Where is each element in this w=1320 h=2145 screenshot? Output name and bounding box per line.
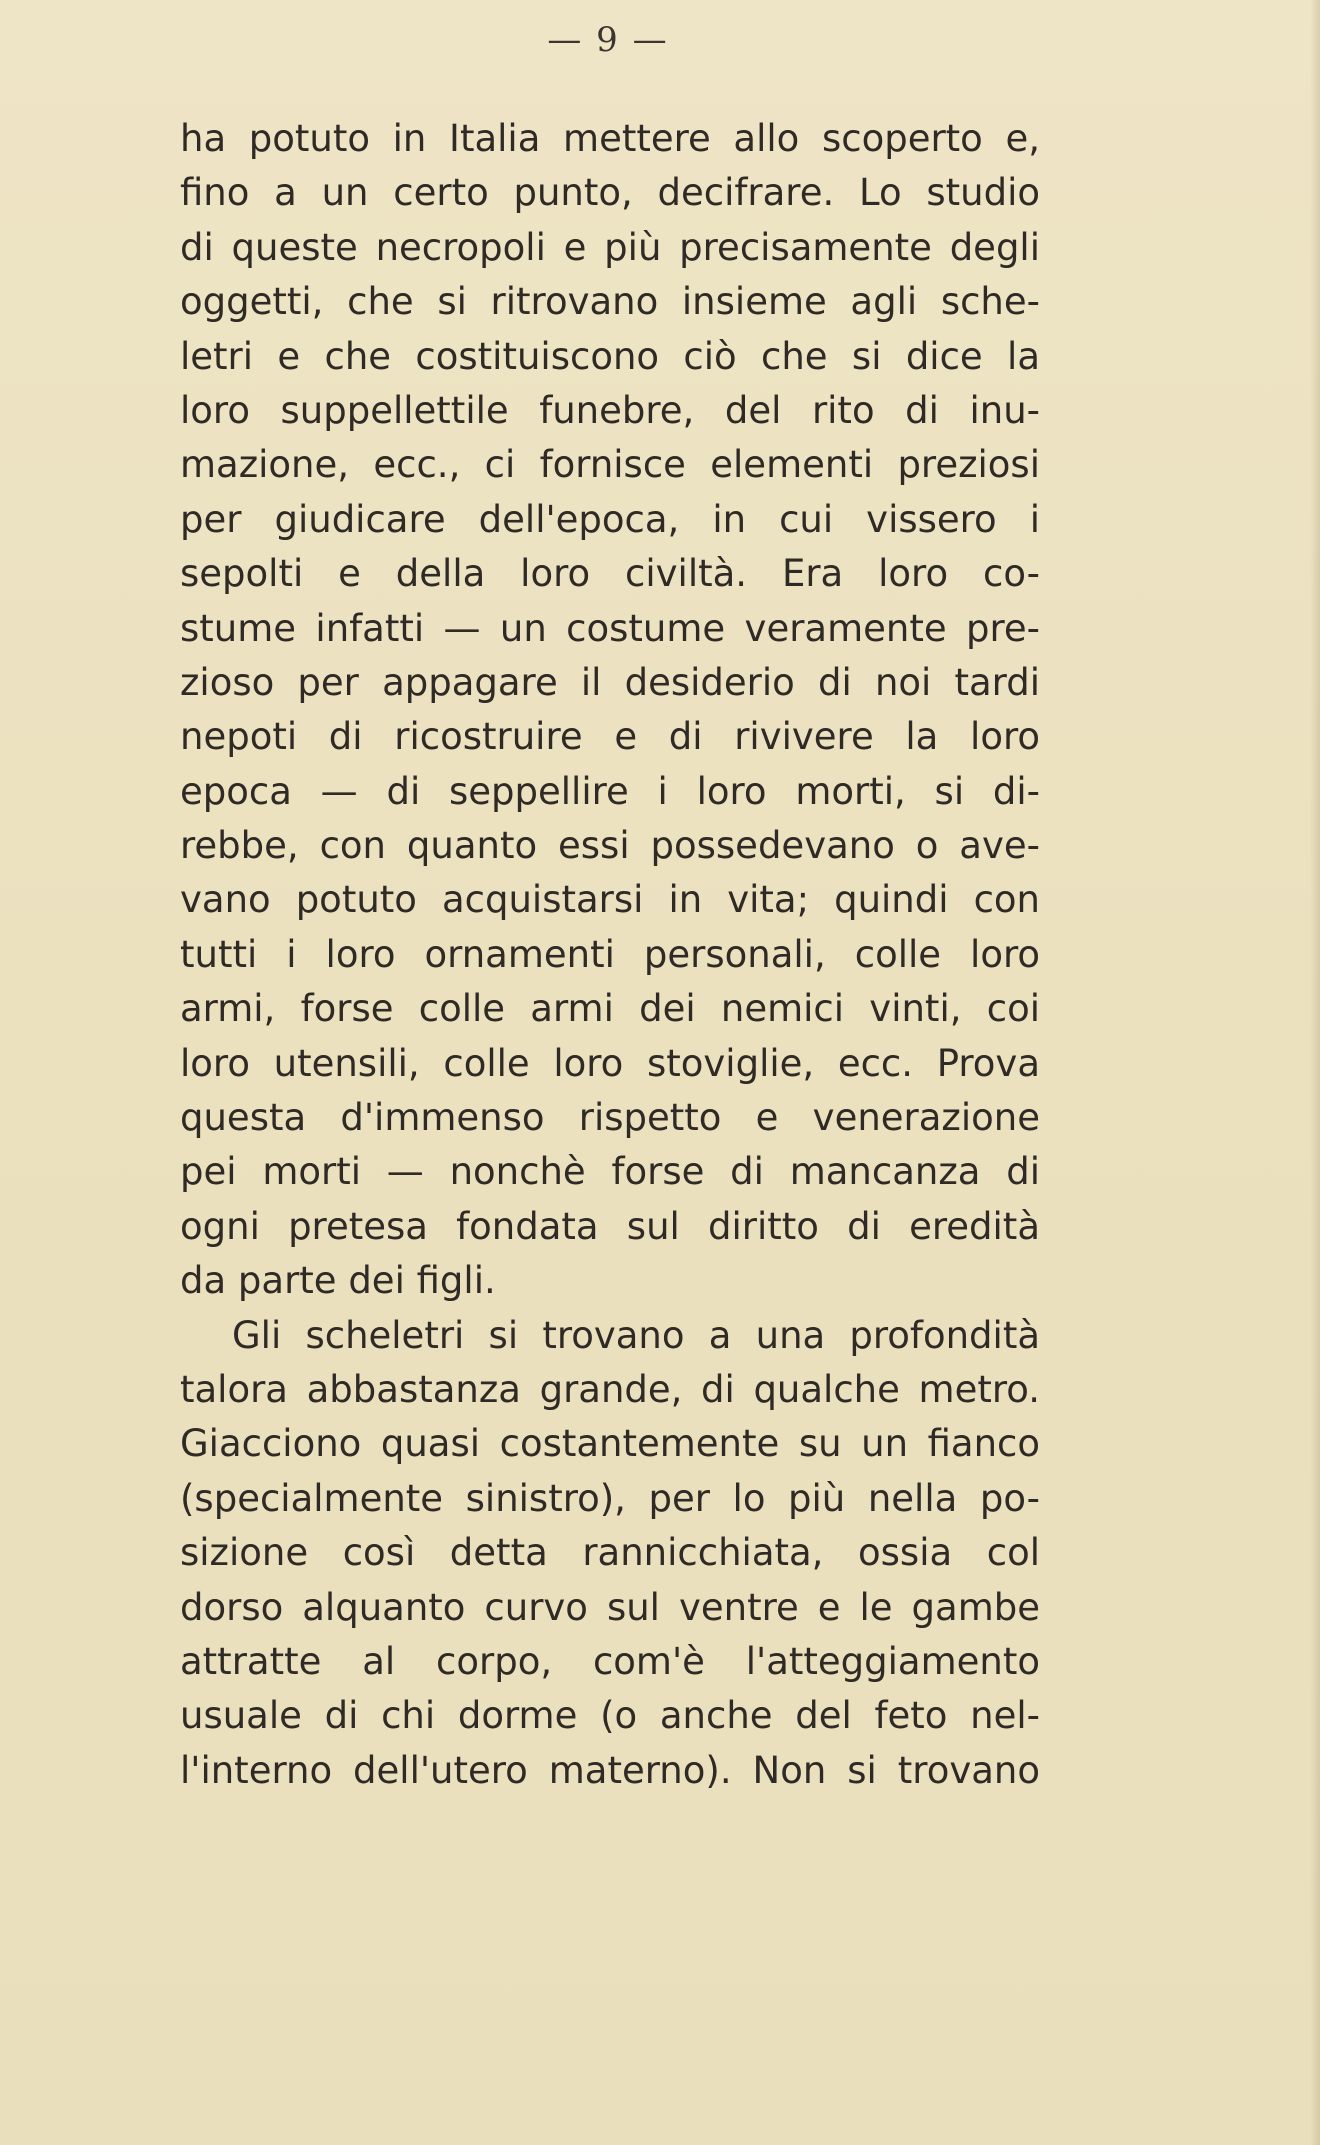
text-line: tutti i loro ornamenti personali, colle loro [180,932,1040,976]
text-line: rebbe, con quanto essi possedevano o ave- [180,824,1040,868]
text-line: questa d'immenso rispetto e venerazione [180,1096,1040,1140]
text-line: talora abbastanza grande, di qualche metro. [180,1367,1040,1411]
paragraph-2 [180,1309,1040,1799]
text-line: zioso per appagare il desiderio di noi tardi [180,660,1040,704]
body-text [180,112,1040,1798]
text-line: dorso alquanto curvo sul ventre e le gambe [180,1585,1040,1629]
text-line: Gli scheletri si trovano a una profondità [232,1313,1040,1357]
text-line: pei morti — nonchè forse di mancanza di [180,1150,1040,1194]
text-line: Giacciono quasi costantemente su un fianco [180,1422,1040,1466]
text-line: da parte dei figli. [180,1259,496,1303]
page-edge-shadow [1310,0,1320,2145]
text-line: ogni pretesa fondata sul diritto di eredità [180,1204,1040,1248]
text-line: loro suppellettile funebre, del rito di inu- [180,388,1040,432]
text-line: letri e che costituiscono ciò che si dice la [180,334,1040,378]
text-line: ha potuto in Italia mettere allo scoperto e, [180,117,1040,160]
text-line: mazione, ecc., ci fornisce elementi preziosi [180,443,1040,487]
text-line: loro utensili, colle loro stoviglie, ecc. Prova [180,1041,1040,1085]
text-line: attratte al corpo, com'è l'atteggiamento [180,1639,1040,1683]
text-line: armi, forse colle armi dei nemici vinti, coi [180,987,1040,1031]
text-line: stume infatti — un costume veramente pre- [180,606,1040,650]
text-line: l'interno dell'utero materno). Non si trovano [180,1748,1040,1792]
text-line: oggetti, che si ritrovano insieme agli sche- [180,280,1040,324]
text-line: usuale di chi dorme (o anche del feto nel- [180,1694,1040,1738]
text-line: sepolti e della loro civiltà. Era loro co- [180,552,1040,596]
page-number: — 9 — [547,20,669,60]
text-line: di queste necropoli e più precisamente degli [180,225,1040,269]
text-line: fino a un certo punto, decifrare. Lo studio [180,171,1040,215]
text-line: per giudicare dell'epoca, in cui vissero i [180,497,1040,541]
paragraph-1 [180,112,1040,1309]
text-line: sizione così detta rannicchiata, ossia col [180,1531,1040,1575]
text-line: epoca — di seppellire i loro morti, si di- [180,769,1040,813]
text-line: (specialmente sinistro), per lo più nella po- [180,1476,1040,1520]
text-line: nepoti di ricostruire e di rivivere la loro [180,715,1040,759]
text-line: vano potuto acquistarsi in vita; quindi con [180,878,1040,922]
